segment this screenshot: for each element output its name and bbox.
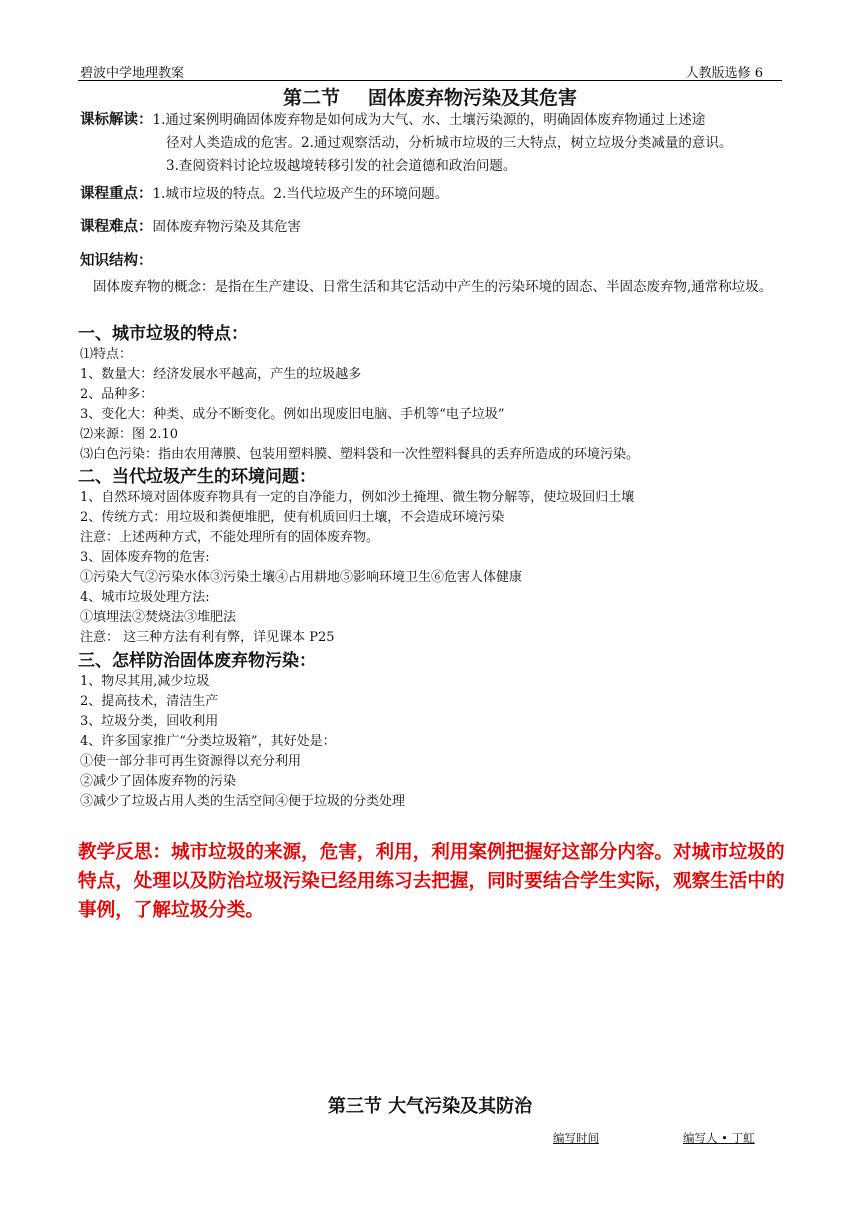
- curriculum-line-1: 1.通过案例明确固体废弃物是如何成为大气、水、土壤污染源的，明确固体废弃物通过上述途: [152, 112, 706, 128]
- footer-time-label: [553, 1130, 647, 1146]
- list-item: 1、自然环境对固体废弃物具有一定的自净能力，例如沙土掩埋、微生物分解等，使垃圾回归土壤: [80, 490, 635, 505]
- section-2-list: [80, 488, 790, 648]
- footer-time-text: 编写时间: [553, 1131, 599, 1145]
- list-item: ⑴特点：: [80, 347, 133, 362]
- title-section: 第二节: [282, 87, 340, 109]
- curriculum-label: 课标解读：: [80, 112, 153, 128]
- footer-author-label: 编写人 • 丁虹: [683, 1131, 755, 1145]
- list-item: 注意： 这三种方法有利有弊，详见课本 P25: [80, 630, 335, 645]
- focus-label: 课程重点：: [80, 186, 153, 202]
- header-edition: 人教版选修 6: [685, 66, 763, 81]
- curriculum-line-2: 径对人类造成的危害。2.通过观察活动，分析城市垃圾的三大特点，树立垃圾分类减量的意识。: [166, 135, 733, 151]
- difficulty-text: 固体废弃物污染及其危害: [152, 219, 301, 235]
- list-item: ①污染大气②污染水体③污染土壤④占用耕地⑤影响环境卫生⑥危害人体健康: [80, 570, 523, 585]
- focus-block: [80, 183, 790, 206]
- section-1-heading: 一、城市垃圾的特点：: [78, 324, 248, 344]
- curriculum-line-3: 3.查阅资料讨论垃圾越境转移引发的社会道德和政治问题。: [166, 158, 517, 174]
- page-title: [0, 83, 860, 110]
- curriculum-block: [80, 109, 790, 178]
- structure-label: 知识结构：: [80, 253, 153, 269]
- list-item: 4、许多国家推广“分类垃圾箱”，其好处是：: [80, 734, 336, 749]
- list-item: ⑶白色污染：指由农用薄膜、包装用塑料膜、塑料袋和一次性塑料餐具的丢弃所造成的环境污染。: [80, 447, 640, 462]
- list-item: 3、固体废弃物的危害:: [80, 550, 210, 565]
- list-item: 3、垃圾分类，回收利用: [80, 714, 219, 729]
- difficulty-label: 课程难点：: [80, 219, 153, 235]
- section-2-heading: 二、当代垃圾产生的环境问题：: [78, 467, 316, 487]
- concept-paragraph: 固体废弃物的概念：是指在生产建设、日常生活和其它活动中产生的污染环境的固态、半固态废弃物,通常称垃圾。: [93, 279, 773, 295]
- list-item: 4、城市垃圾处理方法:: [80, 590, 210, 605]
- header-school: 碧波中学地理教案: [80, 66, 185, 81]
- next-section-title: 第三节 大气污染及其防治: [327, 1096, 533, 1117]
- structure-label-block: [80, 250, 790, 273]
- list-item: 3、变化大：种类、成分不断变化。例如出现废旧电脑、手机等“电子垃圾”: [80, 407, 505, 422]
- list-item: 2、提高技术，清洁生产: [80, 694, 219, 709]
- teaching-reflection: 教学反思：城市垃圾的来源，危害，利用，利用案例把握好这部分内容。对城市垃圾的特点，处理以及防治垃圾污染已经用练习去把握，同时要结合学生实际，观察生活中的事例，了解垃圾分类。: [78, 842, 785, 921]
- section-1-list: [80, 345, 790, 465]
- list-item: ②减少了固体废弃物的污染: [80, 774, 237, 789]
- list-item: 2、品种多：: [80, 387, 154, 402]
- difficulty-block: [80, 216, 790, 239]
- section-3-list: [80, 672, 790, 812]
- list-item: 1、数量大：经济发展水平越高，产生的垃圾越多: [80, 367, 362, 382]
- list-item: ①使一部分非可再生资源得以充分利用: [80, 754, 302, 769]
- list-item: ③减少了垃圾占用人类的生活空间④便于垃圾的分类处理: [80, 794, 406, 809]
- focus-text: 1.城市垃圾的特点。2.当代垃圾产生的环境问题。: [152, 186, 449, 202]
- list-item: 注意：上述两种方式，不能处理所有的固体废弃物。: [80, 530, 380, 545]
- list-item: ①填埋法②焚烧法③堆肥法: [80, 610, 237, 625]
- header-rule: [78, 80, 782, 81]
- title-name: 固体废弃物污染及其危害: [368, 87, 578, 109]
- list-item: 2、传统方式：用垃圾和粪便堆肥，使有机质回归土壤，不会造成环境污染: [80, 510, 505, 525]
- list-item: 1、物尽其用,减少垃圾: [80, 674, 210, 689]
- section-3-heading: 三、怎样防治固体废弃物污染：: [78, 651, 316, 671]
- list-item: ⑵来源：图 2.10: [80, 427, 179, 442]
